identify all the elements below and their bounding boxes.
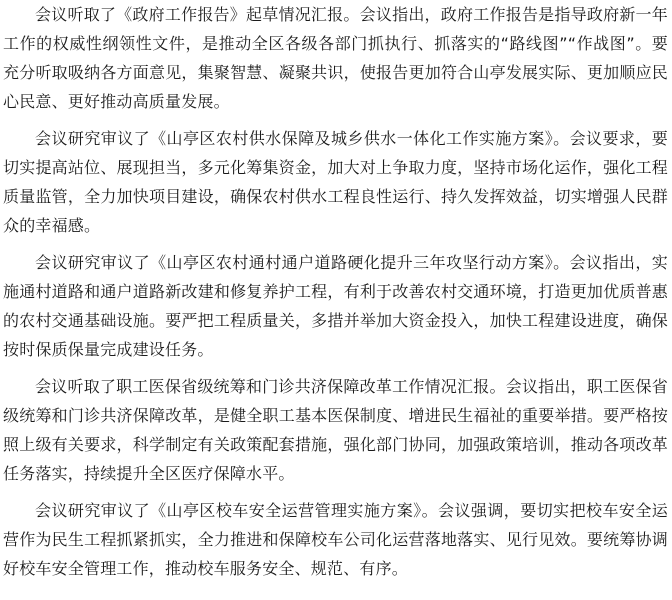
paragraph-medical-insurance-reform: 会议听取了职工医保省级统筹和门诊共济保障改革工作情况汇报。会议指出，职工医保省级统筹和门诊共济保障改革，是健全职工基本医保制度、增进民生福祉的重要举措。要严格按照上级有关要求，科学制定有关政策配套措施，强化部门协同，加强政策培训，推动各项改革任务落实，持续提升全区医疗保障水平。 [3, 377, 668, 483]
paragraph-school-bus-safety: 会议研究审议了《山亭区校车安全运营管理实施方案》。会议强调，要切实把校车安全运营作为民生工程抓紧抓实，全力推进和保障校车公司化运营落地落实、见行见效。要统筹协调好校车安全管理工作，推动校车服务安全、规范、有序。 [3, 501, 668, 578]
paragraph-rural-road-hardening: 会议研究审议了《山亭区农村通村通户道路硬化提升三年攻坚行动方案》。会议指出，实施通村道路和通户道路新改建和修复养护工程，有利于改善农村交通环境，打造更加优质普惠的农村交通基础设施。要严把工程质量关，多措并举加大资金投入，加快工程建设进度，确保按时保质保量完成建设任务。 [3, 253, 668, 359]
paragraph-government-work-report: 会议听取了《政府工作报告》起草情况汇报。会议指出，政府工作报告是指导政府新一年工作的权威性纲领性文件，是推动全区各级各部门抓执行、抓落实的“路线图”“作战图”。要充分听取吸纳各方面意见，集聚智慧、凝聚共识，使报告更加符合山亭发展实际、更加顺应民心民意、更好推动高质量发展。 [3, 5, 668, 111]
paragraph-rural-water-supply: 会议研究审议了《山亭区农村供水保障及城乡供水一体化工作实施方案》。会议要求，要切实提高站位、展现担当，多元化筹集资金，加大对上争取力度，坚持市场化运作，强化工程质量监管，全力加快项目建设，确保农村供水工程良性运行、持久发挥效益，切实增强人民群众的幸福感。 [3, 129, 668, 235]
